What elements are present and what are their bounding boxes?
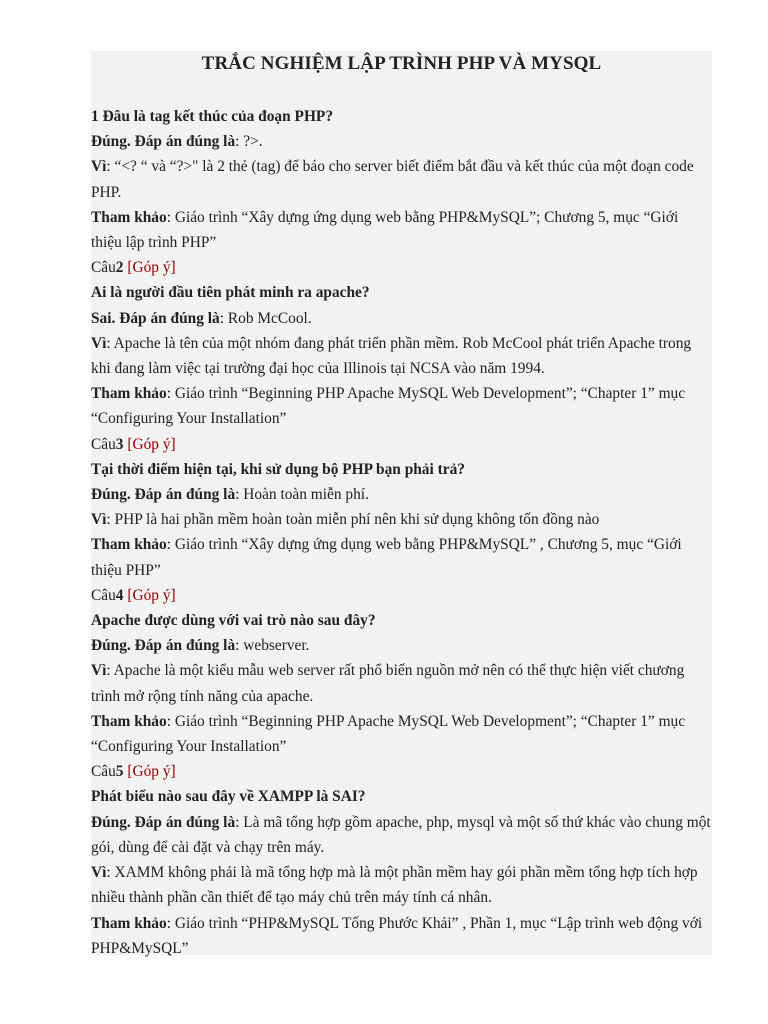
answer-line	[91, 810, 712, 860]
question-heading	[91, 104, 712, 129]
question-number: 3	[115, 435, 124, 453]
answer-text: : webserver.	[235, 637, 310, 655]
explanation-line	[91, 507, 712, 532]
feedback-link[interactable]: [Góp ý]	[127, 763, 176, 781]
cau-label: Câu	[91, 259, 116, 277]
question-label-line	[91, 255, 712, 280]
explanation-text: : “<? “ và “?>" là 2 thẻ (tag) để báo cho server biết điểm bắt đầu và kết thúc của một đoạn code PHP.	[91, 158, 694, 201]
reference-text: : Giáo trình “PHP&MySQL Tống Phước Khải” , Phần 1, mục “Lập trình web động với PHP&MySQL”	[91, 914, 703, 957]
answer-line	[91, 482, 712, 507]
question-number: 1	[91, 108, 99, 125]
answer-result: Đúng. Đáp án đúng là	[91, 637, 236, 655]
answer-line	[91, 306, 712, 331]
answer-text: : ?>.	[235, 133, 263, 151]
answer-line	[91, 633, 712, 658]
reference-text: : Giáo trình “Xây dựng ứng dụng web bằng PHP&MySQL” , Chương 5, mục “Giới thiệu PHP”	[91, 536, 682, 579]
answer-text: : Là mã tổng hợp gồm apache, php, mysql và một số thứ khác vào chung một gói, dùng để cài đặt và chạy trên máy.	[91, 813, 711, 856]
question-block	[91, 759, 712, 961]
cau-label: Câu	[91, 586, 116, 604]
cau-label: Câu	[91, 435, 116, 453]
question-text: Tại thời điểm hiện tại, khi sử dụng bộ PHP bạn phải trả?	[91, 460, 465, 478]
reference-label: Tham khảo	[91, 536, 167, 554]
question-block	[91, 583, 712, 759]
cau-label: Câu	[91, 763, 116, 781]
explanation-text: : Apache là một kiểu mẫu web server rất phổ biến nguồn mở nên có thể thực hiện viết chương trình mở rộng tính năng của apache.	[91, 662, 685, 705]
reference-text: : Giáo trình “Xây dựng ứng dụng web bằng PHP&MySQL”; Chương 5, mục “Giới thiệu lập trình PHP”	[91, 208, 679, 252]
reference-text: : Giáo trình “Beginning PHP Apache MySQL Web Development”; “Chapter 1” mục “Configuring Your Installation”	[91, 385, 686, 428]
feedback-link[interactable]: [Góp ý]	[127, 586, 176, 604]
answer-result: Đúng. Đáp án đúng là	[91, 133, 236, 151]
feedback-link[interactable]: [Góp ý]	[127, 259, 176, 277]
explanation-text: : PHP là hai phần mềm hoàn toàn miễn phí nên khi sử dụng không tốn đồng nào	[106, 511, 600, 529]
explanation-line	[91, 860, 712, 910]
explanation-text: : XAMM không phải là mã tổng hợp mà là một phần mềm hay gói phần mềm tổng hợp tích hợp nhiều thành phần cần thiết để tạo máy chủ trên máy tính cá nhân.	[91, 864, 698, 907]
explanation-label: Vì	[91, 864, 107, 882]
question-block	[91, 432, 712, 583]
reference-line	[91, 532, 712, 582]
explanation-line	[91, 658, 712, 708]
reference-line	[91, 381, 712, 431]
question-label-line	[91, 759, 712, 784]
feedback-link[interactable]: [Góp ý]	[127, 435, 176, 453]
answer-text: : Hoàn toàn miễn phí.	[235, 486, 369, 504]
answer-line	[91, 129, 712, 154]
explanation-line	[91, 154, 712, 204]
question-number: 2	[115, 259, 124, 277]
question-block	[91, 255, 712, 431]
reference-line	[91, 205, 712, 255]
question-text: Đâu là tag kết thúc của đoạn PHP?	[102, 108, 334, 125]
explanation-text: : Apache là tên của một nhóm đang phát triển phần mềm. Rob McCool phát triển Apache trong khi đang làm việc tại trường đại học của Illinois tại NCSA vào năm 1994.	[91, 334, 692, 378]
explanation-label: Vì	[91, 511, 107, 529]
answer-text: : Rob McCool.	[219, 309, 312, 327]
question-text: Ai là người đầu tiên phát minh ra apache?	[91, 284, 370, 302]
explanation-label: Vì	[91, 334, 107, 352]
answer-result: Đúng. Đáp án đúng là	[91, 813, 236, 831]
reference-text: : Giáo trình “Beginning PHP Apache MySQL Web Development”; “Chapter 1” mục “Configuring Your Installation”	[91, 712, 686, 756]
explanation-line	[91, 331, 712, 381]
answer-result: Đúng. Đáp án đúng là	[91, 486, 236, 504]
question-number: 5	[115, 763, 124, 781]
explanation-label: Vì	[91, 662, 107, 680]
quiz-content	[91, 51, 712, 955]
reference-line	[91, 911, 712, 961]
reference-label: Tham khảo	[91, 208, 167, 226]
answer-result: Sai. Đáp án đúng là	[91, 309, 220, 327]
question-number: 4	[115, 586, 124, 604]
reference-label: Tham khảo	[91, 385, 167, 403]
question-block	[91, 104, 712, 255]
reference-line	[91, 709, 712, 759]
page-title: TRẮC NGHIỆM LẬP TRÌNH PHP VÀ MYSQL	[201, 53, 602, 74]
question-label-line	[91, 583, 712, 608]
reference-label: Tham khảo	[91, 914, 167, 932]
question-label-line	[91, 432, 712, 457]
reference-label: Tham khảo	[91, 712, 167, 730]
question-text: Phát biểu nào sau đây về XAMPP là SAI?	[91, 788, 366, 806]
question-text: Apache được dùng với vai trò nào sau đây?	[91, 612, 376, 630]
explanation-label: Vì	[91, 158, 107, 176]
